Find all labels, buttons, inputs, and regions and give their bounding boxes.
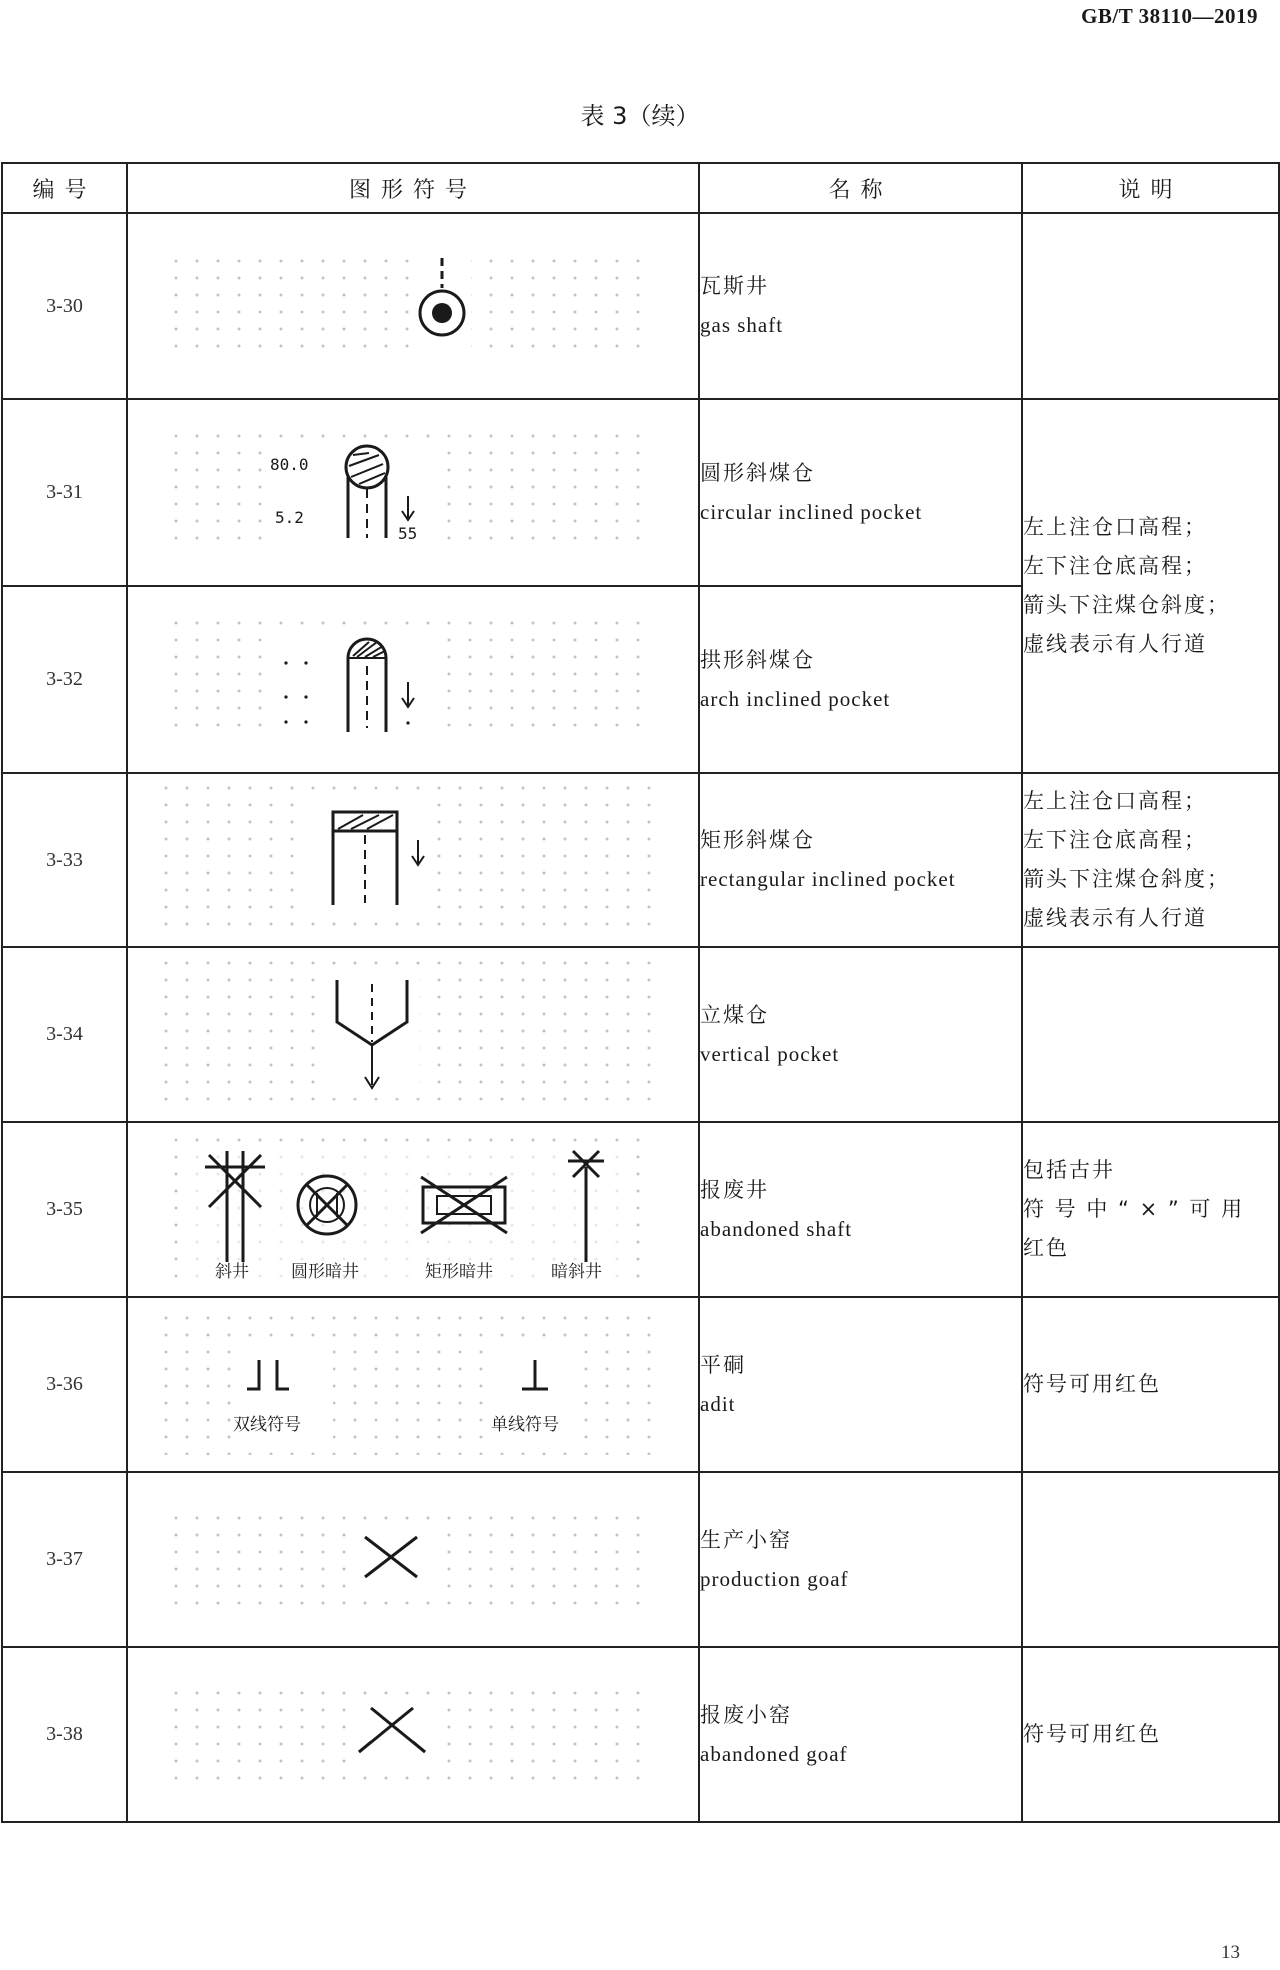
name-en: vertical pocket [700,1041,840,1066]
table-title: 表 3（续） [580,102,700,130]
abandoned-shaft-symbols [173,1137,653,1282]
name-cell [699,1122,1022,1297]
table-row [2,399,1279,586]
symbol-cell [127,213,699,399]
bottom-elevation-label: 5.2 [275,507,304,527]
description-line: 红色 [1023,1236,1069,1260]
row-number: 3-35 [2,1122,127,1297]
description-cell [1022,213,1279,399]
slope-label: 55 [398,523,418,543]
adit-symbols [163,1315,663,1455]
table-header-row [2,163,1279,213]
symbol-label: 矩形暗井 [425,1262,493,1282]
symbol-cell [127,1297,699,1472]
row-number: 3-36 [2,1297,127,1472]
name-zh: 平硐 [700,1352,746,1377]
arch-inclined-pocket-symbol [173,620,653,740]
name-en: abandoned goaf [700,1741,848,1766]
top-elevation-label: 80.0 [270,454,309,474]
description-cell [1022,1647,1279,1822]
page-number: 13 [1221,1942,1240,1963]
symbol-label: 暗斜井 [551,1262,602,1282]
name-zh: 矩形斜煤仓 [700,828,815,852]
name-en: arch inclined pocket [700,686,891,711]
description-cell [1022,1297,1279,1472]
symbol-label: 单线符号 [491,1414,559,1435]
table-row [2,1647,1279,1822]
table-row [2,1297,1279,1472]
row-number: 3-31 [2,399,127,586]
table-row [2,773,1279,947]
description-line: 左上注仓口高程； [1023,789,1207,813]
description-line: 箭头下注煤仓斜度； [1023,867,1230,891]
description-line: 符号可用红色 [1023,1722,1161,1746]
name-cell [699,773,1022,947]
vertical-pocket-symbol [163,960,663,1110]
symbol-cell [127,1122,699,1297]
gas-shaft-symbol [173,258,653,354]
column-header-description: 说明 [1022,163,1279,213]
description-line: 左下注仓底高程； [1023,554,1207,578]
description-line: 虚线表示有人行道 [1023,906,1207,930]
table-row [2,1122,1279,1297]
name-en: abandoned shaft [700,1216,853,1241]
name-en: production goaf [700,1566,849,1591]
row-number: 3-38 [2,1647,127,1822]
description-cell [1022,947,1279,1122]
row-number: 3-34 [2,947,127,1122]
symbol-cell [127,1647,699,1822]
name-en: circular inclined pocket [700,499,923,524]
symbol-cell [127,773,699,947]
table-row [2,1472,1279,1647]
description-cell [1022,1472,1279,1647]
description-line: 左上注仓口高程； [1023,515,1207,539]
name-cell [699,586,1022,773]
name-en: adit [700,1391,736,1416]
row-number: 3-33 [2,773,127,947]
symbol-table [1,162,1280,1823]
name-cell [699,213,1022,399]
row-number: 3-32 [2,586,127,773]
symbol-cell [127,1472,699,1647]
standard-code: GB/T 38110—2019 [1081,4,1258,28]
symbol-label: 双线符号 [233,1414,301,1435]
name-cell [699,399,1022,586]
column-header-name: 名称 [699,163,1022,213]
name-zh: 立煤仓 [700,1002,769,1027]
name-en: rectangular inclined pocket [700,867,956,891]
name-en: gas shaft [700,313,784,337]
rectangular-inclined-pocket-symbol [163,785,663,935]
name-zh: 圆形斜煤仓 [700,460,815,485]
symbol-cell [127,399,699,586]
name-cell [699,1297,1022,1472]
name-zh: 生产小窑 [700,1527,792,1552]
description-line: 虚线表示有人行道 [1023,632,1207,656]
table-row [2,947,1279,1122]
name-zh: 瓦斯井 [700,274,769,298]
description-line: 左下注仓底高程； [1023,828,1207,852]
description-line: 符号可用红色 [1023,1372,1161,1396]
abandoned-goaf-symbol [173,1690,653,1780]
column-header-symbol: 图形符号 [127,163,699,213]
name-cell [699,947,1022,1122]
description-cell [1022,1122,1279,1297]
name-cell [699,1472,1022,1647]
description-line: 包括古井 [1023,1158,1115,1182]
symbol-label: 斜井 [215,1262,249,1282]
name-zh: 报废小窑 [700,1702,792,1727]
name-zh: 报废井 [700,1177,769,1202]
description-cell [1022,399,1279,773]
symbol-cell [127,586,699,773]
description-cell [1022,773,1279,947]
symbol-label: 圆形暗井 [291,1262,359,1282]
row-number: 3-30 [2,213,127,399]
description-line: 符 号 中 “ × ” 可 用 [1023,1197,1245,1221]
production-goaf-symbol [173,1515,653,1605]
description-line: 箭头下注煤仓斜度； [1023,593,1230,617]
column-header-number: 编号 [2,163,127,213]
table-row [2,213,1279,399]
symbol-cell [127,947,699,1122]
circular-inclined-pocket-symbol [173,433,653,553]
name-zh: 拱形斜煤仓 [700,647,815,672]
row-number: 3-37 [2,1472,127,1647]
name-cell [699,1647,1022,1822]
